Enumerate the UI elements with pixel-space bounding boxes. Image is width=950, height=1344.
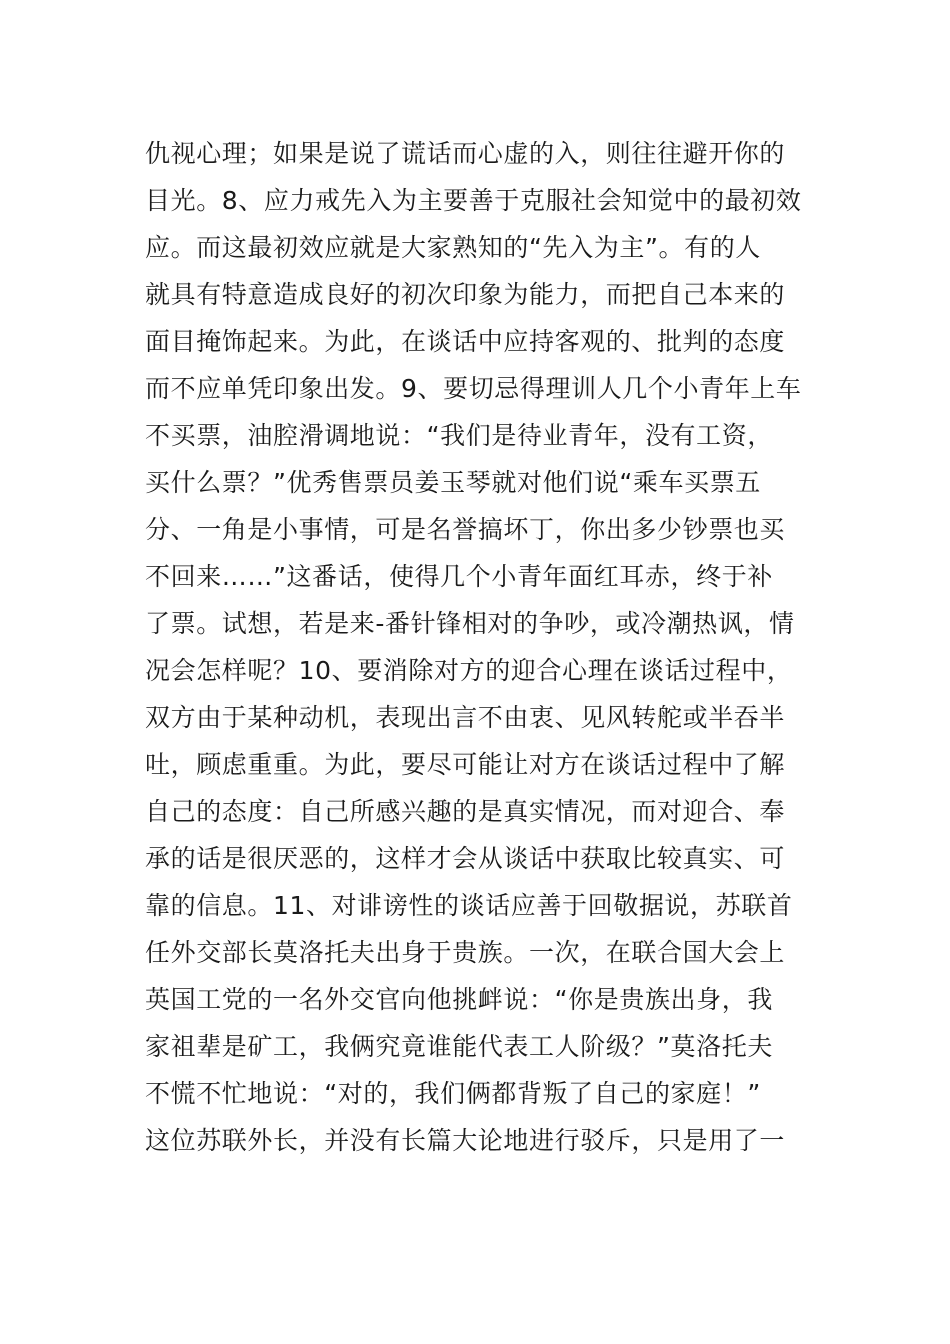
text-line-10: 不回来……”这番话，使得几个小青年面红耳赤，终于补 [145, 562, 773, 591]
text-line-13: 双方由于某种动机，表现出言不由衷、见风转舵或半吞半 [145, 703, 786, 732]
text-line-4: 就具有特意造成良好的初次印象为能力，而把自己本来的 [145, 280, 786, 309]
text-line-21: 不慌不忙地说：“对的，我们俩都背叛了自己的家庭！” [145, 1079, 761, 1108]
text-line-7: 不买票，油腔滑调地说：“我们是待业青年，没有工资， [145, 421, 773, 450]
text-line-15: 自己的态度：自己所感兴趣的是真实情况，而对迎合、奉 [145, 797, 786, 826]
text-line-14: 吐，顾虑重重。为此，要尽可能让对方在谈话过程中了解 [145, 750, 786, 779]
text-line-17: 靠的信息。11、对诽谤性的谈话应善于回敬据说，苏联首 [145, 891, 793, 920]
text-line-9: 分、一角是小事情，可是名誉搞坏丁，你出多少钞票也买 [145, 515, 786, 544]
text-line-22: 这位苏联外长，并没有长篇大论地进行驳斥，只是用了一 [145, 1126, 786, 1155]
text-line-6: 而不应单凭印象出发。9、要切忌得理训人几个小青年上车 [145, 374, 802, 403]
text-line-5: 面目掩饰起来。为此，在谈话中应持客观的、批判的态度 [145, 327, 786, 356]
text-line-1: 仇视心理；如果是说了谎话而心虚的入，则往往避开你的 [145, 139, 786, 168]
body-text [145, 130, 815, 1164]
text-line-16: 承的话是很厌恶的，这样才会从谈话中获取比较真实、可 [145, 844, 786, 873]
text-line-8: 买什么票？”优秀售票员姜玉琴就对他们说“乘车买票五 [145, 468, 761, 497]
text-line-2: 目光。8、应力戒先入为主要善于克服社会知觉中的最初效 [145, 186, 802, 215]
text-line-18: 任外交部长莫洛托夫出身于贵族。一次，在联合国大会上 [145, 938, 786, 967]
text-line-19: 英国工党的一名外交官向他挑衅说：“你是贵族出身，我 [145, 985, 773, 1014]
text-line-20: 家祖辈是矿工，我俩究竟谁能代表工人阶级？”莫洛托夫 [145, 1032, 773, 1061]
text-line-11: 了票。试想，若是来-番针锋相对的争吵，或冷潮热讽，情 [145, 609, 795, 638]
text-line-3: 应。而这最初效应就是大家熟知的“先入为主”。有的人 [145, 233, 761, 262]
text-line-12: 况会怎样呢？10、要消除对方的迎合心理在谈话过程中， [145, 656, 793, 685]
